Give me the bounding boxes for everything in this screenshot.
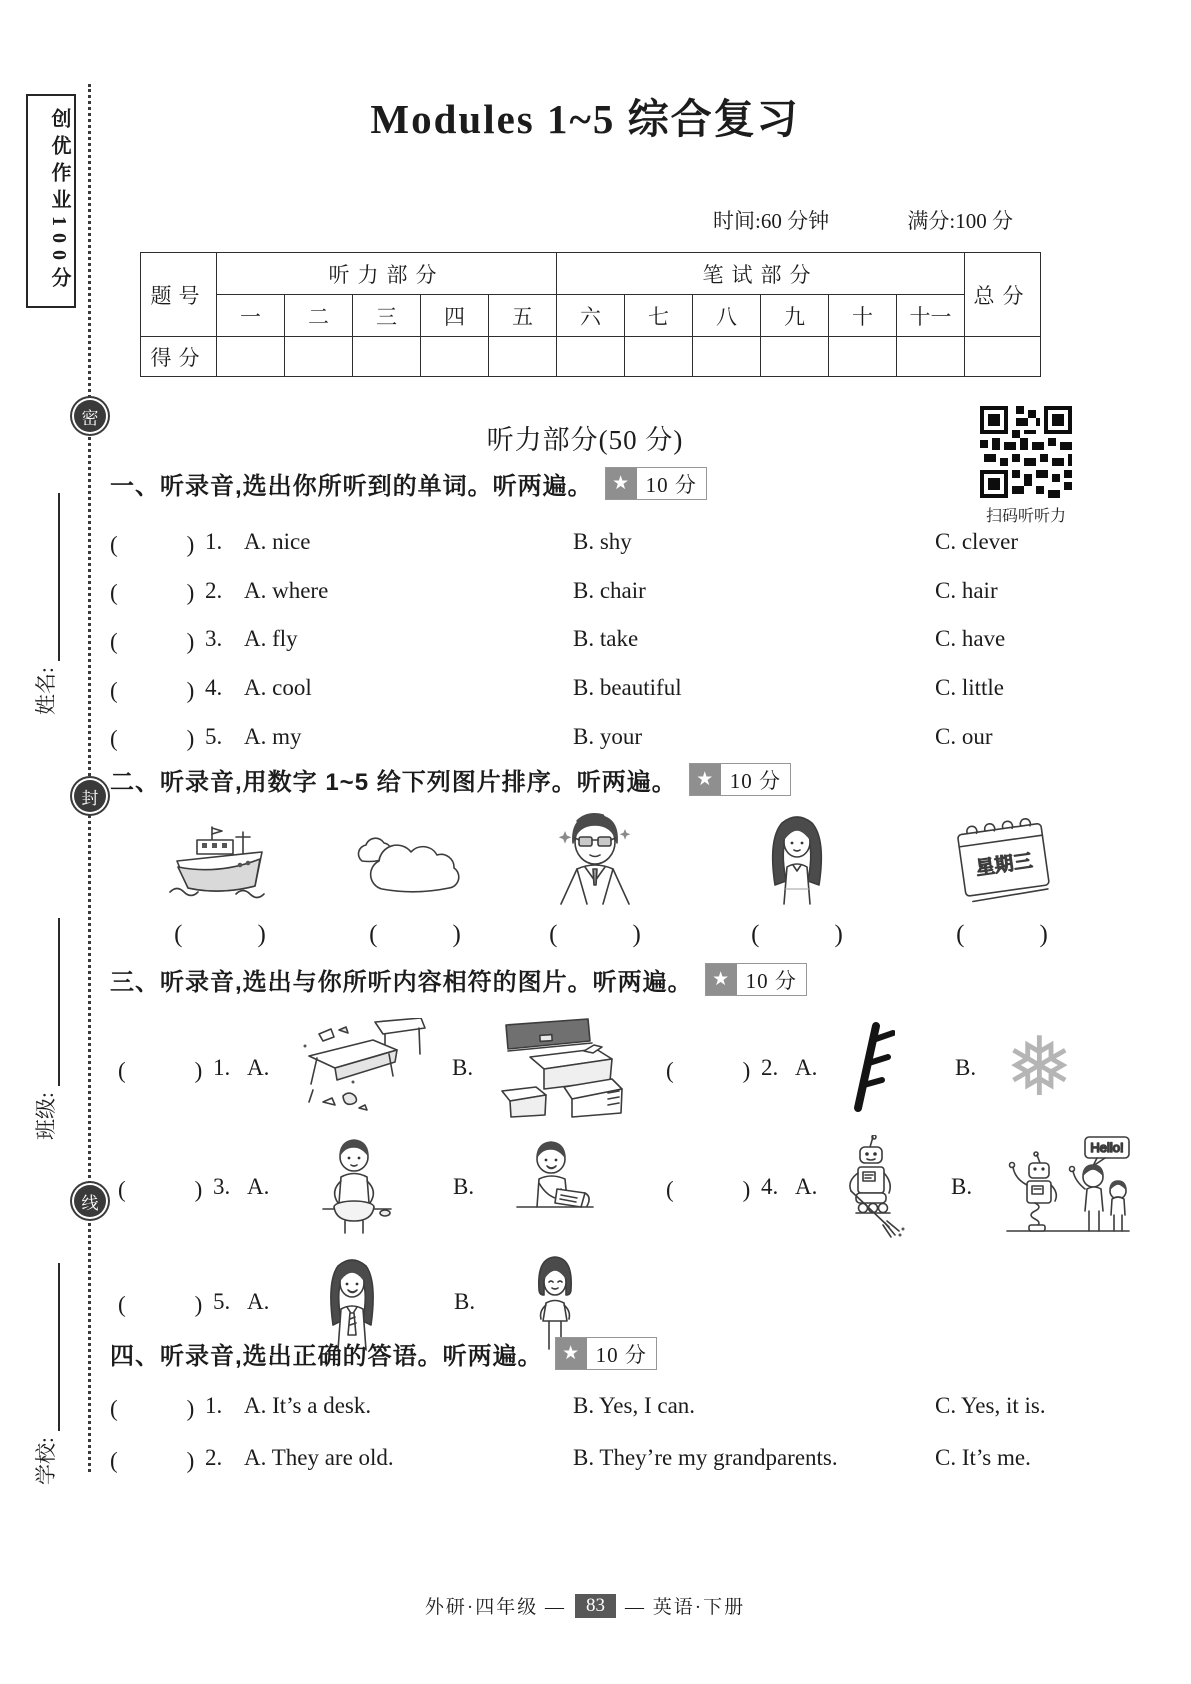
- question-number: 5.: [205, 723, 223, 749]
- answer-blank[interactable]: ( ): [751, 921, 843, 948]
- col-header: 十一: [897, 295, 965, 337]
- answer-blank[interactable]: ( ): [118, 1291, 203, 1317]
- score-table-corner: 题号: [141, 253, 217, 337]
- section2-header: [110, 762, 791, 797]
- exam-meta: [713, 205, 1013, 235]
- seal-char-mi: 密: [74, 400, 106, 432]
- question-row: [110, 567, 1075, 616]
- qr-caption: 扫码听听力: [985, 508, 1066, 525]
- option-b-label: B.: [951, 1174, 973, 1199]
- star-icon: ★: [690, 764, 721, 795]
- section1-title: 听录音,选出你所听到的单词。听两遍。: [160, 473, 593, 500]
- question-number: 4.: [205, 675, 223, 701]
- answer-blank[interactable]: ( ): [110, 1447, 195, 1473]
- total-score-cell[interactable]: [965, 337, 1041, 377]
- answer-blank[interactable]: ( ): [118, 1057, 203, 1083]
- star-icon: ★: [606, 468, 637, 499]
- seal-dotted-line: [88, 84, 91, 1472]
- written-group-header: 笔试部分: [557, 253, 965, 295]
- col-header: 一: [217, 295, 285, 337]
- question-number: 2.: [761, 1055, 779, 1080]
- option-a-label: A.: [795, 1055, 818, 1080]
- name-field: [30, 415, 60, 715]
- points-badge: [605, 467, 707, 500]
- option-c: C. It’s me.: [935, 1445, 1031, 1470]
- col-header: 四: [421, 295, 489, 337]
- question-row: [110, 664, 1075, 713]
- page-number: 83: [575, 1594, 616, 1618]
- answer-blank[interactable]: ( ): [956, 921, 1048, 948]
- option-c: C. have: [935, 626, 1006, 652]
- col-header: 六: [557, 295, 625, 337]
- name-label: 姓名:: [34, 667, 58, 715]
- score-cell[interactable]: [625, 337, 693, 377]
- class-blank-line[interactable]: [43, 918, 60, 1086]
- section1-header: [110, 466, 707, 501]
- score-cell[interactable]: [217, 337, 285, 377]
- option-b: B. your: [573, 723, 642, 749]
- figure-ship: [145, 808, 295, 950]
- col-header: 五: [489, 295, 557, 337]
- answer-blank[interactable]: ( ): [549, 921, 641, 948]
- question-number: 1.: [205, 529, 223, 555]
- points-value: 10 分: [587, 1338, 656, 1369]
- section2-number: 二、: [110, 769, 160, 796]
- score-table: [140, 252, 1041, 377]
- desk-calendar-figure: [943, 809, 1061, 905]
- figure-cool-man: [520, 808, 670, 950]
- option-c: C. clever: [935, 529, 1019, 555]
- question-item-3: [118, 1126, 601, 1248]
- snowflake-figure: ❅: [1005, 1022, 1074, 1113]
- option-a: A. nice: [244, 529, 311, 555]
- section2-title: 听录音,用数字 1~5 给下列图片排序。听两遍。: [160, 769, 677, 796]
- question-row: [110, 518, 1075, 567]
- option-b: B. They’re my grandparents.: [573, 1445, 838, 1470]
- figure-girl: [727, 808, 867, 950]
- answer-blank[interactable]: ( ): [110, 726, 195, 752]
- option-c: C. little: [935, 675, 1004, 701]
- col-header: 八: [693, 295, 761, 337]
- score-cell[interactable]: [421, 337, 489, 377]
- section4-items: [110, 1380, 1075, 1484]
- score-cell[interactable]: [489, 337, 557, 377]
- option-b-label: B.: [454, 1289, 476, 1314]
- score-cell[interactable]: [897, 337, 965, 377]
- points-badge: [555, 1337, 657, 1370]
- time-limit: 时间:60 分钟: [713, 209, 830, 233]
- col-header: 十: [829, 295, 897, 337]
- answer-blank[interactable]: ( ): [174, 921, 266, 948]
- broken-desk-figure: [289, 1018, 429, 1118]
- option-c: C. Yes, it is.: [935, 1393, 1046, 1418]
- answer-blank[interactable]: ( ): [666, 1176, 751, 1202]
- question-item-1: [118, 1012, 625, 1124]
- col-header: 七: [625, 295, 693, 337]
- answer-blank[interactable]: ( ): [110, 677, 195, 703]
- score-cell[interactable]: [557, 337, 625, 377]
- points-value: 10 分: [721, 764, 790, 795]
- robot-greeting-figure: [1001, 1135, 1133, 1239]
- footer-right: — 英语·下册: [625, 1597, 746, 1618]
- question-row: [110, 712, 1075, 761]
- star-icon: ★: [706, 964, 737, 995]
- option-b: B. shy: [573, 529, 632, 555]
- score-cell[interactable]: [353, 337, 421, 377]
- question-number: 3.: [205, 626, 223, 652]
- answer-blank[interactable]: ( ): [110, 1395, 195, 1421]
- boy-writing-figure: [509, 1137, 601, 1237]
- option-b-label: B.: [453, 1174, 475, 1199]
- score-cell[interactable]: [693, 337, 761, 377]
- section1-number: 一、: [110, 473, 160, 500]
- question-number: 2.: [205, 577, 223, 603]
- clouds-figure: [346, 827, 484, 905]
- listening-group-header: 听力部分: [217, 253, 557, 295]
- section4-header: [110, 1336, 657, 1371]
- score-cell[interactable]: [761, 337, 829, 377]
- question-row: [110, 1380, 1075, 1432]
- question-number: 1.: [205, 1393, 223, 1418]
- answer-blank[interactable]: ( ): [666, 1057, 751, 1083]
- answer-blank[interactable]: ( ): [118, 1176, 203, 1202]
- qr-code: [980, 406, 1072, 503]
- answer-blank[interactable]: ( ): [110, 531, 195, 557]
- figure-calendar: [922, 808, 1082, 950]
- option-a-label: A.: [247, 1174, 270, 1199]
- option-c: C. hair: [935, 577, 998, 603]
- robot-sweeping-figure: [843, 1135, 905, 1239]
- school-field: [30, 1185, 60, 1485]
- option-b-label: B.: [452, 1055, 474, 1080]
- points-value: 10 分: [737, 964, 806, 995]
- total-header: 总分: [965, 253, 1041, 337]
- question-item-2: [666, 1012, 1074, 1124]
- option-b: B. Yes, I can.: [573, 1393, 696, 1418]
- question-number: 1.: [213, 1055, 231, 1080]
- option-c: C. our: [935, 723, 993, 749]
- section4-title: 听录音,选出正确的答语。听两遍。: [160, 1343, 543, 1370]
- score-cell[interactable]: [285, 337, 353, 377]
- section2-figures: [110, 808, 1075, 958]
- option-a-label: A.: [247, 1055, 270, 1080]
- section3-row1: [110, 1012, 1120, 1124]
- option-b-label: B.: [955, 1055, 977, 1080]
- star-icon: ★: [556, 1338, 587, 1369]
- option-b: B. take: [573, 626, 639, 652]
- name-blank-line[interactable]: [43, 493, 60, 661]
- col-header: 九: [761, 295, 829, 337]
- points-badge: [705, 963, 807, 996]
- option-b: B. chair: [573, 577, 646, 603]
- seal-char-feng: 封: [74, 780, 106, 812]
- score-cell[interactable]: [829, 337, 897, 377]
- question-row: [110, 1432, 1075, 1484]
- speech-bubble-text: Hello!: [1090, 1140, 1124, 1155]
- question-number: 5.: [213, 1289, 231, 1314]
- question-number: 2.: [205, 1445, 223, 1470]
- option-a: A. fly: [244, 626, 298, 652]
- col-header: 二: [285, 295, 353, 337]
- option-a: A. my: [244, 723, 302, 749]
- section3-number: 三、: [110, 969, 160, 996]
- option-a: A. They are old.: [244, 1445, 394, 1470]
- question-number: 3.: [213, 1174, 231, 1199]
- section3-header: [110, 962, 807, 997]
- answer-blank[interactable]: ( ): [369, 921, 461, 948]
- seal-char-xian: 线: [74, 1185, 106, 1217]
- score-row-label: 得分: [141, 337, 217, 377]
- school-label: 学校:: [34, 1437, 58, 1485]
- page-footer: [110, 1592, 1060, 1619]
- option-a-label: A.: [247, 1289, 270, 1314]
- full-score: 满分:100 分: [907, 209, 1013, 233]
- option-a: A. It’s a desk.: [244, 1393, 372, 1418]
- figure-clouds: [335, 808, 495, 950]
- answer-blank[interactable]: ( ): [110, 628, 195, 654]
- ship-figure: [164, 823, 276, 905]
- school-blank-line[interactable]: [43, 1263, 60, 1431]
- section3-title: 听录音,选出与你所听内容相符的图片。听两遍。: [160, 969, 693, 996]
- section4-number: 四、: [110, 1343, 160, 1370]
- option-b: B. beautiful: [573, 675, 682, 701]
- footer-left: 外研·四年级 —: [424, 1597, 566, 1618]
- option-a: A. where: [244, 577, 329, 603]
- col-header: 三: [353, 295, 421, 337]
- calendar-day-text: 星期三: [974, 850, 1034, 880]
- cool-man-figure: [543, 809, 647, 905]
- option-a: A. cool: [244, 675, 312, 701]
- section3-row2: [110, 1126, 1124, 1248]
- brand-vertical-box: 创优作业100分: [26, 94, 76, 308]
- section1-items: [110, 518, 1075, 761]
- boy-washing-figure: [305, 1137, 403, 1237]
- long-hair-girl-figure: [756, 809, 838, 905]
- class-field: [30, 840, 60, 1140]
- points-badge: [689, 763, 791, 796]
- answer-blank[interactable]: ( ): [110, 580, 195, 606]
- question-number: 4.: [761, 1174, 779, 1199]
- classroom-desks-figure: [500, 1017, 625, 1119]
- bird-silhouette-figure: [840, 1020, 895, 1116]
- page-title: Modules 1~5 综合复习: [370, 96, 800, 142]
- points-value: 10 分: [637, 468, 706, 499]
- class-label: 班级:: [34, 1092, 58, 1140]
- option-a-label: A.: [795, 1174, 818, 1199]
- listening-part-heading: 听力部分(50 分): [486, 425, 684, 455]
- question-item-4: [666, 1126, 1133, 1248]
- question-row: [110, 615, 1075, 664]
